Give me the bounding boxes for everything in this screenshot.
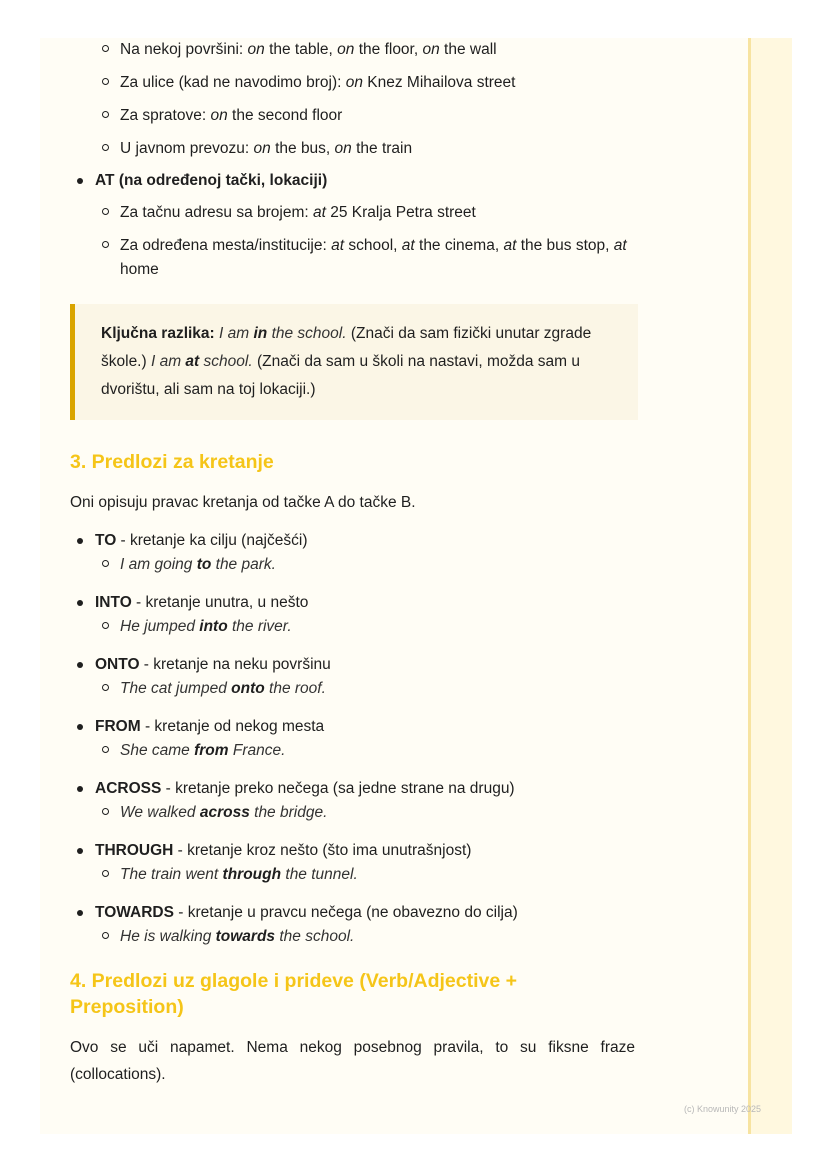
preposition-word: THROUGH — [95, 842, 174, 860]
section-3-intro: Oni opisuju pravac kretanja od tačke A do tačke B. — [70, 494, 416, 512]
preposition-emph: at — [503, 237, 517, 255]
circle-bullet-icon — [102, 808, 109, 815]
preposition-emph: on — [422, 41, 440, 58]
callout-example-2 — [151, 353, 253, 370]
sub-list-item — [70, 71, 635, 95]
callout-text: I am — [150, 353, 186, 371]
preposition-word: INTO — [95, 594, 132, 612]
circle-bullet-icon — [102, 560, 109, 567]
preposition-description: - kretanje preko nečega (sa jedne strane na drugu) — [161, 780, 515, 798]
callout-text: the school. — [267, 325, 347, 343]
sub-list-item — [70, 137, 635, 161]
preposition-description: - kretanje kroz nešto (što ima unutrašnjost) — [173, 842, 472, 860]
circle-bullet-icon — [102, 870, 109, 877]
callout-explanation-1: (Znači da sam fizički unutar zgrade škole.) — [101, 325, 592, 371]
sub-list-item — [70, 234, 635, 282]
example-sentence — [120, 556, 276, 573]
example-sentence — [120, 618, 292, 635]
item-text: the floor, — [354, 41, 423, 58]
example-text: He is walking — [120, 928, 216, 946]
preposition-emph: on — [334, 140, 352, 158]
example-emph: across — [199, 804, 250, 822]
section-3-title: 3. Predlozi za kretanje — [70, 450, 274, 473]
example-item — [70, 677, 635, 701]
list-item — [70, 839, 635, 863]
item-text: school, — [344, 237, 402, 255]
example-text: the park. — [211, 556, 276, 574]
example-item — [70, 553, 635, 577]
preposition-word: ONTO — [95, 656, 140, 674]
example-sentence — [120, 742, 285, 759]
preposition-description: - kretanje unutra, u nešto — [131, 594, 309, 612]
example-sentence — [120, 928, 354, 945]
item-text: the bus, — [270, 140, 335, 158]
list-item — [70, 653, 635, 677]
motion-item — [70, 715, 635, 763]
example-sentence — [120, 804, 327, 821]
example-text: the school. — [275, 928, 355, 946]
example-emph: from — [194, 742, 229, 760]
item-text: the table, — [264, 41, 338, 58]
sub-list-item — [70, 201, 635, 225]
example-item — [70, 739, 635, 763]
list-item — [70, 591, 635, 615]
example-text: the river. — [227, 618, 292, 636]
preposition-word: TOWARDS — [95, 904, 174, 922]
list-item — [70, 529, 635, 553]
example-sentence — [120, 866, 358, 883]
circle-bullet-icon — [102, 144, 109, 151]
motion-item — [70, 591, 635, 639]
item-text: the cinema, — [414, 237, 504, 255]
list-item-at — [70, 169, 635, 193]
item-text: Knez Mihailova street — [362, 74, 516, 92]
preposition-emph: at — [613, 237, 627, 255]
example-item — [70, 863, 635, 887]
list-item — [70, 901, 635, 925]
right-margin-line — [748, 38, 751, 1134]
item-text: Za određena mesta/institucije: — [120, 237, 332, 255]
example-text: She came — [120, 742, 195, 760]
circle-bullet-icon — [102, 622, 109, 629]
section-4-title: 4. Predlozi uz glagole i prideve (Verb/Adjective + Preposition) — [70, 970, 518, 1018]
preposition-description: - kretanje u pravcu nečega (ne obavezno do cilja) — [173, 904, 518, 922]
preposition-emph: at — [401, 237, 415, 255]
right-margin-strip — [748, 38, 792, 1134]
example-item — [70, 801, 635, 825]
preposition-emph: on — [210, 107, 228, 125]
key-difference-callout — [70, 304, 638, 420]
preposition-emph: on — [253, 140, 271, 158]
circle-bullet-icon — [102, 746, 109, 753]
example-emph: to — [196, 556, 212, 574]
example-emph: through — [222, 866, 282, 884]
example-text: He jumped — [120, 618, 200, 636]
preposition-emph: on — [345, 74, 363, 92]
example-text: the roof. — [264, 680, 326, 698]
example-item — [70, 615, 635, 639]
callout-emph: in — [253, 325, 268, 343]
bullet-icon — [77, 600, 83, 606]
circle-bullet-icon — [102, 684, 109, 691]
preposition-emph: at — [331, 237, 345, 255]
at-heading: AT (na određenoj tački, lokaciji) — [95, 172, 328, 190]
bullet-icon — [77, 848, 83, 854]
item-text: the second floor — [227, 107, 343, 125]
circle-bullet-icon — [102, 111, 109, 118]
example-text: the bridge. — [249, 804, 328, 822]
item-text: Na nekoj površini: — [120, 41, 248, 58]
example-text: France. — [228, 742, 286, 760]
item-text: U javnom prevozu: — [120, 140, 254, 158]
at-sub-list — [70, 201, 635, 282]
bullet-icon — [77, 724, 83, 730]
bullet-icon — [77, 178, 83, 184]
copyright-footer: (c) Knowunity 2025 — [684, 1104, 762, 1114]
motion-item — [70, 901, 635, 949]
callout-explanation-2: (Znači da sam u školi na nastavi, možda sam u dvorištu, ali sam na toj lokaciji.) — [101, 353, 581, 398]
item-text: Za spratove: — [120, 107, 211, 125]
example-text: The train went — [120, 866, 223, 884]
example-text: We walked — [120, 804, 200, 822]
preposition-word: ACROSS — [95, 780, 162, 798]
example-emph: towards — [215, 928, 276, 946]
bullet-icon — [77, 910, 83, 916]
preposition-word: TO — [95, 532, 117, 550]
document-content — [70, 38, 635, 1088]
example-item — [70, 925, 635, 949]
circle-bullet-icon — [102, 45, 109, 52]
circle-bullet-icon — [102, 932, 109, 939]
item-text: the train — [351, 140, 413, 158]
item-text: the wall — [439, 41, 497, 58]
bullet-icon — [77, 662, 83, 668]
circle-bullet-icon — [102, 78, 109, 85]
sub-list-item — [70, 38, 635, 62]
section-4-intro: Ovo se uči napamet. Nema nekog posebnog pravila, to su fiksne fraze (collocations). — [70, 1039, 635, 1084]
callout-label: Ključna razlika: — [101, 325, 215, 343]
preposition-emph: at — [313, 204, 326, 222]
preposition-description: - kretanje ka cilju (najčešći) — [116, 532, 308, 550]
motion-item — [70, 777, 635, 825]
bullet-icon — [77, 786, 83, 792]
item-text: Za ulice (kad ne navodimo broj): — [120, 74, 346, 92]
circle-bullet-icon — [102, 241, 109, 248]
example-emph: into — [199, 618, 228, 636]
sub-list-item — [70, 104, 635, 128]
motion-item — [70, 839, 635, 887]
list-item — [70, 715, 635, 739]
example-text: the tunnel. — [281, 866, 358, 884]
item-text: Za tačnu adresu sa brojem: — [120, 204, 313, 222]
item-text: the bus stop, — [516, 237, 614, 255]
example-text: The cat jumped — [120, 680, 232, 698]
preposition-emph: on — [337, 41, 355, 58]
example-text: I am going — [120, 556, 197, 574]
circle-bullet-icon — [102, 208, 109, 215]
bullet-icon — [77, 538, 83, 544]
example-emph: onto — [231, 680, 265, 698]
example-sentence — [120, 680, 326, 697]
callout-text: I am — [219, 325, 254, 343]
item-text: 25 Kralja Petra street — [325, 204, 476, 222]
on-sub-list — [70, 38, 635, 161]
motion-prepositions-list — [70, 529, 635, 949]
preposition-description: - kretanje od nekog mesta — [140, 718, 325, 736]
list-item — [70, 777, 635, 801]
preposition-description: - kretanje na neku površinu — [139, 656, 331, 674]
callout-emph: at — [185, 353, 200, 371]
motion-item — [70, 529, 635, 577]
preposition-word: FROM — [95, 718, 141, 736]
item-text: home — [120, 261, 159, 279]
motion-item — [70, 653, 635, 701]
callout-example-1 — [219, 325, 347, 342]
callout-text: school. — [199, 353, 253, 371]
preposition-emph: on — [247, 41, 265, 58]
